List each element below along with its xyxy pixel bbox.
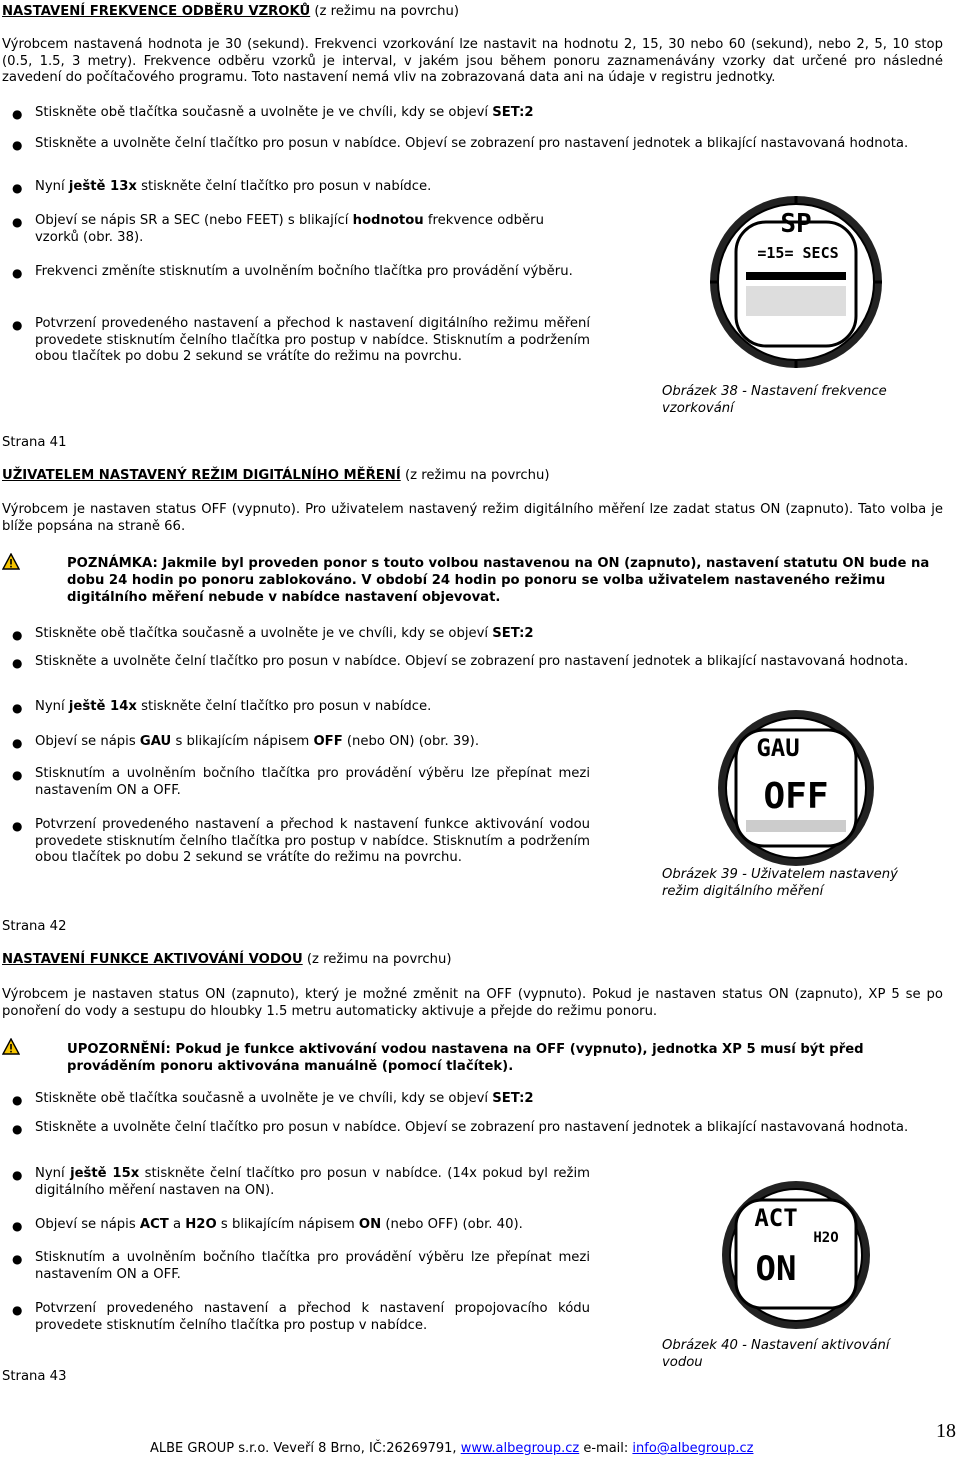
lcd-mid-text: =15= SECS — [757, 244, 839, 262]
list-item: Potvrzení provedeného nastavení a přechod k nastavení propojovacího kódu provedete stisknutím čelního tlačítka pro postup v nabídce. — [35, 1301, 590, 1333]
list-item: Nyní ještě 13x stiskněte čelní tlačítko pro posun v nabídce. — [35, 179, 432, 194]
bullet-icon: ● — [12, 181, 23, 195]
page-number: 18 — [936, 1420, 956, 1442]
section-intro: Výrobcem nastavená hodnota je 30 (sekund). Frekvenci vzorkování lze nastavit na hodnotu 2, 15, 30 nebo 60 (sekund), nebo 2, 5, 10 stop (0.5, 1.5, 3 metry). Frekvence odběru vzorků je interval, v jakém jsou během ponoru zaznamenávány vzorky dat určené pro následné zavedení do počítačového programu. Toto nastavení nemá vliv na zobrazovaná data ani na údaje v registru jednotky. — [2, 37, 943, 86]
bullet-icon: ● — [12, 656, 23, 670]
lcd-top-text: GAU — [756, 734, 800, 762]
bullet-icon: ● — [12, 1093, 23, 1107]
page-label: Strana 41 — [2, 435, 67, 450]
bullet-icon: ● — [12, 1122, 23, 1136]
bullet-icon: ● — [12, 1252, 23, 1266]
list-item: Nyní ještě 15x stiskněte čelní tlačítko pro posun v nabídce. (14x pokud byl režim digitálního měření nastaven na ON). — [35, 1166, 590, 1198]
list-item: Potvrzení provedeného nastavení a přechod k nastavení funkce aktivování vodou provedete stisknutím čelního tlačítka pro postup v nabídce. Stisknutím a podržením obou tlačítek po dobu 2 sekund se vrátíte do režimu na povrchu. — [35, 817, 590, 866]
footer-email-label: e-mail: — [579, 1441, 633, 1456]
section-heading: UŽIVATELEM NASTAVENÝ REŽIM DIGITÁLNÍHO MĚŘENÍ (z režimu na povrchu) — [2, 468, 550, 483]
bullet-icon: ● — [12, 138, 23, 152]
bullet-icon: ● — [12, 768, 23, 782]
bullet-icon: ● — [12, 701, 23, 715]
list-item: Stisknutím a uvolněním bočního tlačítka pro provádění výběru lze přepínat mezi nastavením ON a OFF. — [35, 766, 590, 798]
list-item: Stiskněte obě tlačítka současně a uvolněte je ve chvíli, kdy se objeví SET:2 — [35, 105, 534, 120]
figure-caption: Obrázek 40 - Nastavení aktivování vodou — [662, 1338, 890, 1370]
list-item: Objeví se nápis GAU s blikajícím nápisem OFF (nebo ON) (obr. 39). — [35, 734, 480, 749]
section-intro: Výrobcem je nastaven status OFF (vypnuto). Pro uživatelem nastavený režim digitálního měření lze zadat status ON (zapnuto). Tato volba je blíže popsána na straně 66. — [2, 502, 943, 534]
figure-caption: Obrázek 38 - Nastavení frekvence vzorkování — [662, 384, 887, 416]
bullet-icon: ● — [12, 1219, 23, 1233]
lcd-mid-text: OFF — [763, 776, 829, 817]
footer-email-link[interactable]: info@albegroup.cz — [632, 1441, 754, 1456]
section-heading: NASTAVENÍ FREKVENCE ODBĚRU VZROKŮ (z režimu na povrchu) — [2, 4, 459, 19]
warning-icon — [2, 553, 20, 571]
note-text: POZNÁMKA: Jakmile byl proveden ponor s touto volbou nastavenou na ON (zapnuto), nastavení statutu ON bude na dobu 24 hodin po ponoru zablokováno. V období 24 hodin po ponoru se volba uživatelem nastaveného režimu digitálního měření nebude v nabídce nastavení objevovat. — [67, 556, 930, 605]
lcd-top-text: ACT — [754, 1204, 798, 1232]
device-figure-40 — [706, 1180, 886, 1330]
list-item: Stiskněte a uvolněte čelní tlačítko pro posun v nabídce. Objeví se zobrazení pro nastavení jednotek a blikající nastavovaná hodnota. — [35, 654, 909, 669]
list-item: Objeví se nápis SR a SEC (nebo FEET) s blikající hodnotou frekvence odběru vzorků (obr. 38). — [35, 213, 544, 245]
list-item: Frekvenci změníte stisknutím a uvolněním bočního tlačítka pro provádění výběru. — [35, 264, 573, 279]
list-item: Stisknutím a uvolněním bočního tlačítka pro provádění výběru lze přepínat mezi nastavením ON a OFF. — [35, 1250, 590, 1282]
list-item: Stiskněte obě tlačítka současně a uvolněte je ve chvíli, kdy se objeví SET:2 — [35, 1091, 534, 1106]
lcd-sub-text: H2O — [813, 1230, 839, 1246]
footer — [150, 1441, 753, 1456]
footer-text: ALBE GROUP s.r.o. Veveří 8 Brno, IČ:26269791, — [150, 1441, 461, 1456]
lcd-mid-text: ON — [755, 1249, 797, 1289]
bullet-icon: ● — [12, 318, 23, 332]
device-figure-39 — [706, 708, 886, 868]
bullet-icon: ● — [12, 628, 23, 642]
bullet-icon: ● — [12, 819, 23, 833]
list-item: Nyní ještě 14x stiskněte čelní tlačítko pro posun v nabídce. — [35, 699, 432, 714]
footer-web-link[interactable]: www.albegroup.cz — [460, 1441, 580, 1456]
bullet-icon: ● — [12, 736, 23, 750]
warning-icon — [2, 1038, 20, 1056]
bullet-icon: ● — [12, 107, 23, 121]
page-label: Strana 43 — [2, 1369, 67, 1384]
list-item: Objeví se nápis ACT a H2O s blikajícím nápisem ON (nebo OFF) (obr. 40). — [35, 1217, 523, 1232]
section-heading: NASTAVENÍ FUNKCE AKTIVOVÁNÍ VODOU (z režimu na povrchu) — [2, 952, 452, 967]
list-item: Potvrzení provedeného nastavení a přechod k nastavení digitálního režimu měření provedete stisknutím čelního tlačítka pro postup v nabídce. Stisknutím a podržením obou tlačítek po dobu 2 sekund se vrátíte do režimu na povrchu. — [35, 316, 590, 365]
bullet-icon: ● — [12, 1168, 23, 1182]
page-label: Strana 42 — [2, 919, 67, 934]
list-item: Stiskněte a uvolněte čelní tlačítko pro posun v nabídce. Objeví se zobrazení pro nastavení jednotek a blikající nastavovaná hodnota. — [35, 136, 909, 151]
bullet-icon: ● — [12, 1303, 23, 1317]
figure-caption: Obrázek 39 - Uživatelem nastavený režim digitálního měření — [662, 867, 898, 899]
section-intro: Výrobcem je nastaven status ON (zapnuto), který je možné změnit na OFF (vypnuto). Pokud je nastaven status ON (zapnuto), XP 5 se po ponoření do vody a sestupu do hloubky 1.5 metru automaticky aktivuje a přejde do režimu ponoru. — [2, 987, 943, 1019]
bullet-icon: ● — [12, 266, 23, 280]
bullet-icon: ● — [12, 215, 23, 229]
device-figure-38 — [706, 192, 886, 372]
note-text: UPOZORNĚNÍ: Pokud je funkce aktivování vodou nastavena na OFF (vypnuto), jednotka XP 5 musí být před prováděním ponoru aktivována manuálně (pomocí tlačítek). — [67, 1042, 864, 1074]
list-item: Stiskněte obě tlačítka současně a uvolněte je ve chvíli, kdy se objeví SET:2 — [35, 626, 534, 641]
lcd-top-text: SP — [780, 209, 812, 239]
list-item: Stiskněte a uvolněte čelní tlačítko pro posun v nabídce. Objeví se zobrazení pro nastavení jednotek a blikající nastavovaná hodnota. — [35, 1120, 909, 1135]
